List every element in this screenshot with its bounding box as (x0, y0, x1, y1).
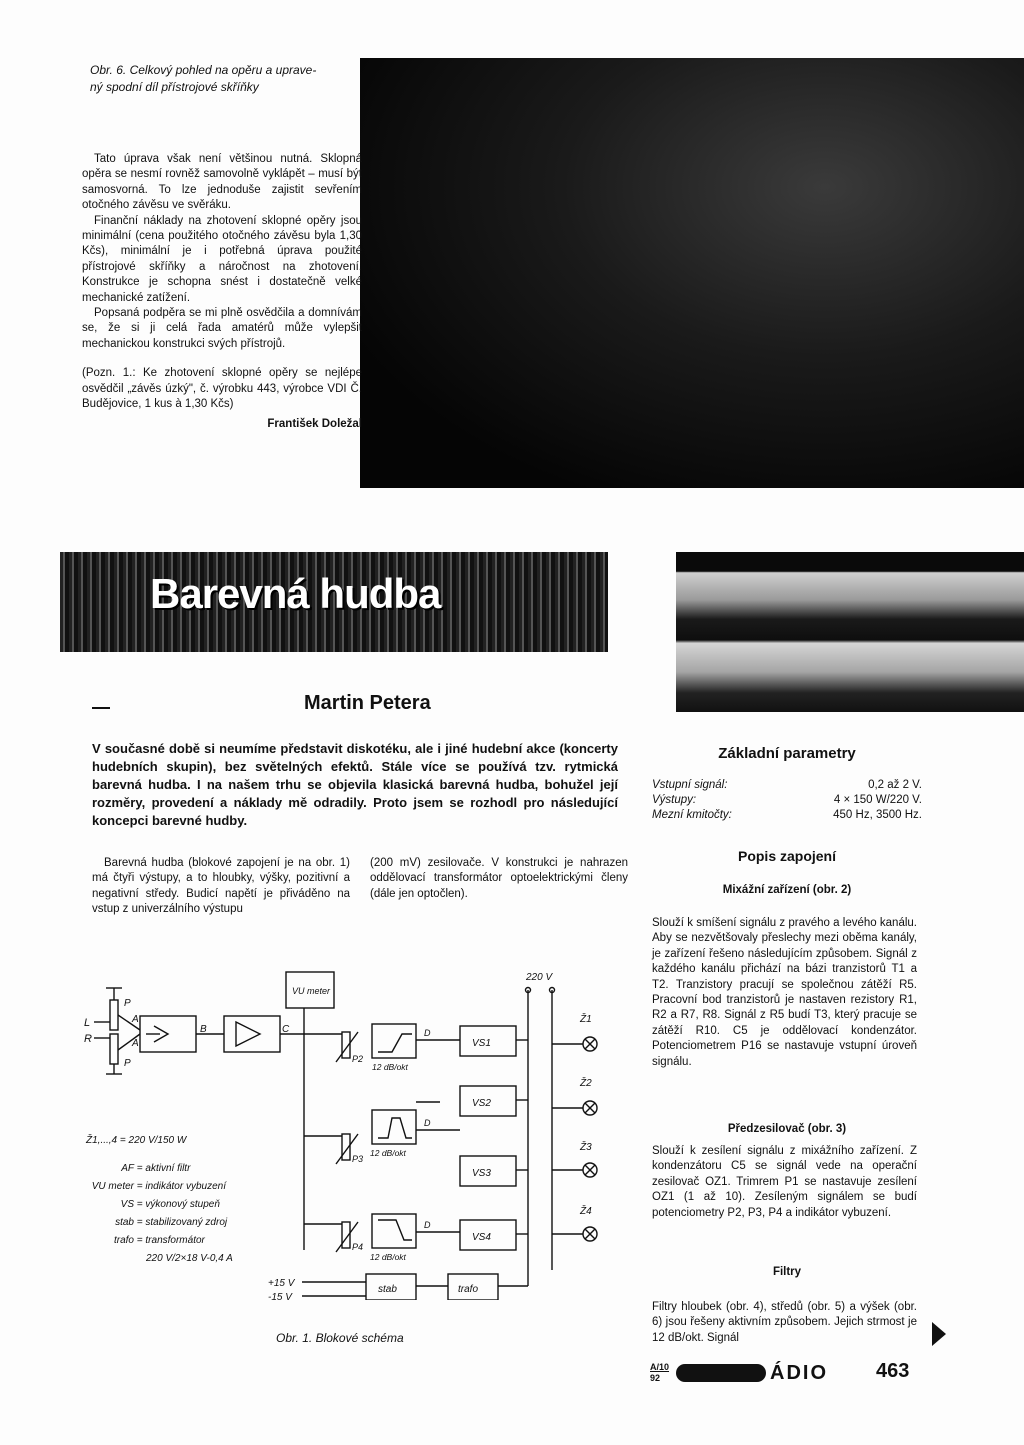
param-row (652, 778, 922, 793)
photo-caption (90, 62, 370, 96)
minus15-label: -15 V (268, 1292, 292, 1300)
body-column-2 (370, 856, 628, 902)
lamp-4-label: Ž4 (580, 1206, 592, 1217)
section-heading-filters: Filtry (772, 1266, 802, 1278)
node-B: B (200, 1024, 207, 1035)
param-row (652, 808, 922, 823)
section-heading-mix: Mixážní zařízení (obr. 2) (722, 884, 852, 896)
slope-label-2: 12 dB/okt (370, 1148, 406, 1158)
params-heading: Základní parametry (718, 745, 856, 762)
legend-row: VS = výkonový stupeň (120, 1199, 220, 1210)
pot-lower-icon (110, 1034, 118, 1064)
mains-label: 220 V (526, 972, 553, 983)
issue-year: 92 (650, 1373, 661, 1383)
section-text-filters: Filtry hloubek (obr. 4), středů (obr. 5) a výšek (obr. 6) jsou řešeny aktivním způsobem. Jejich strmost je 12 dB/okt. Signál (652, 1301, 917, 1344)
body-column-1 (92, 856, 350, 918)
node-L: L (84, 1017, 91, 1029)
caption-line-2: ný spodní díl přístrojové skříňky (90, 80, 259, 94)
footer-issue (650, 1362, 669, 1384)
lamp-3-icon (583, 1163, 597, 1177)
diagram-legend (86, 1132, 286, 1268)
legend-row: 220 V/2×18 V-0,4 A (146, 1253, 233, 1264)
magazine-name: ÁDIO (770, 1362, 828, 1384)
lamp-3-label: Ž3 (580, 1142, 592, 1153)
legend-row: trafo = transformátor (113, 1235, 205, 1246)
section-text-mix: Slouží k smíšení signálu z pravého a levého kanálu. Aby se nezvětšovaly přeslechy mezi oběma kanály, je zařízení řešeno následujícím způsobem. Signál z každého kanálu přichází na bázi tranzistorů T1 a T2. Tranzistory pracují se společnou zátěží R5. Pracovní bod tranzistorů je nastaven rezistory R1, R2 a R7, R8. Signál z R5 budí T3, který pracuje se zátěží R10. C5 je oddělovací kondenzátor. Potenciometrem P16 se nastavuje vstupní úroveň signálu. (652, 917, 917, 1068)
magazine-logo (676, 1364, 766, 1382)
param-key: Mezní kmitočty: (652, 809, 732, 821)
vu-meter-label: VU meter (292, 986, 331, 996)
page-number: 463 (876, 1360, 910, 1382)
continue-arrow-icon (932, 1322, 946, 1346)
node-D-3: D (424, 1220, 431, 1230)
paragraph: Barevná hudba (blokové zapojení je na obr. 1) má čtyři výstupy, a to hloubky, výšky, pozitivní a negativní středy. Budicí napětí je přiváděno na vstup z univerzálního výstupu (92, 857, 350, 916)
lead-paragraph: V současné době si neumíme představit diskotéku, ale i jiné hudební akce (koncerty hudebních skupin), bez světelných efektů. Stále více se používá tzv. rytmická barevná hudba. I na našem trhu se objevila klasická barevná hudba, bohužel její rozměry, provedení a náklady mě odradily. Proto jsem se rozhodl pro následující koncepci barevné hudby. (92, 741, 618, 828)
paragraph: Popsaná podpěra se mi plně osvědčila a domnívám se, že si ji celá řada amatérů může vylepšit mechanickou konstrukci svých přístrojů. (82, 307, 362, 350)
legend-row: stab = stabilizovaný zdroj (115, 1217, 228, 1228)
issue-number: A/10 (650, 1362, 670, 1372)
section-heading-preamp: Předzesilovač (obr. 3) (727, 1123, 847, 1135)
slope-label-3: 12 dB/okt (370, 1252, 406, 1262)
legend-row: AF = aktivní filtr (121, 1163, 191, 1174)
photo-folding-stand (360, 58, 1024, 488)
params-table (652, 778, 922, 823)
pot-P3-label: P3 (352, 1154, 364, 1164)
node-P-lower: P (124, 1058, 131, 1069)
author-petera: Martin Petera (304, 692, 431, 714)
param-row (652, 793, 922, 808)
diagram-caption: Obr. 1. Blokové schéma (276, 1331, 404, 1345)
pot-P4-label: P4 (352, 1242, 364, 1252)
param-value: 0,2 až 2 V. (868, 779, 922, 791)
node-P-upper: P (124, 998, 131, 1009)
lamp-4-icon (583, 1227, 597, 1241)
slope-label-1: 12 dB/okt (372, 1062, 408, 1072)
caption-line-1: Obr. 6. Celkový pohled na opěru a uprave- (90, 63, 317, 77)
article-1-column (82, 152, 362, 432)
preamp-block (224, 1016, 280, 1052)
plus15-label: +15 V (268, 1278, 295, 1289)
section-text-preamp: Slouží k zesílení signálu z mixážního zařízení. Z kondenzátoru C5 se signál vede na operační zesilovač OZ1. Trimrem P1 se nastavuje zesílení OZ1 (1 až 10). Zesíleným signálem se budí potenciometry P2, P3, P4 a indikátor vybuzení. (652, 1145, 917, 1219)
pot-upper-icon (110, 1000, 118, 1030)
legend-row: VU meter = indikátor vybuzení (91, 1181, 226, 1192)
node-A-lower: A (132, 1038, 139, 1049)
node-C: C (282, 1024, 290, 1035)
title-banner (60, 552, 608, 652)
dash-line (92, 707, 110, 709)
paragraph: Tato úprava však není většinou nutná. Sklopná opěra se nesmí rovněž samovolně vyklápět – musí být samosvorná. To lze jednoduše zajistit sevřením otočného závěsu ve svěráku. (82, 153, 362, 212)
popis-heading: Popis zapojení (737, 848, 836, 864)
legend-row: Ž1,...,4 = 220 V/150 W (86, 1135, 187, 1146)
filter-mid-block (372, 1110, 416, 1144)
vs3-label: VS3 (472, 1168, 491, 1179)
paragraph: (200 mV) zesilovače. V konstrukci je nahrazen oddělovací transformátor optoelektrickými členy (dále jen optočlen). (370, 857, 628, 900)
stab-label: stab (378, 1284, 397, 1295)
vs1-label: VS1 (472, 1038, 491, 1049)
vs4-label: VS4 (472, 1232, 491, 1243)
vs2-label: VS2 (472, 1098, 491, 1109)
param-key: Výstupy: (652, 794, 697, 806)
node-D-2: D (424, 1118, 431, 1128)
lamp-2-label: Ž2 (580, 1078, 592, 1089)
filter-high-block (372, 1214, 416, 1248)
author-doležal: František Doležal (267, 417, 362, 430)
lamp-1-label: Ž1 (580, 1014, 592, 1025)
article-title: Barevná hudba (150, 570, 441, 617)
lamp-1-icon (583, 1037, 597, 1051)
param-value: 4 × 150 W/220 V. (833, 794, 922, 806)
filter-low-block (372, 1024, 416, 1058)
lamp-2-icon (583, 1101, 597, 1115)
node-R: R (84, 1033, 92, 1045)
pot-P2-label: P2 (352, 1054, 364, 1064)
node-A-upper: A (132, 1014, 139, 1025)
note: (Pozn. 1.: Ke zhotovení sklopné opěry se nejlépe osvědčil „závěs úzký", č. výrobku 443, výrobce VDI Č. Budějovice, 1 kus à 1,30 Kčs) (82, 367, 362, 411)
node-D-1: D (424, 1028, 431, 1038)
param-key: Vstupní signál: (652, 779, 728, 791)
paragraph: Finanční náklady na zhotovení sklopné opěry jsou minimální (cena použitého otočného závěsu byla 1,30 Kčs), minimální je i potřebná úprava použité přístrojové skříňky a náročnost na zhotovení. Konstrukce je schopna snést i dostatečně velké mechanické zatížení. (82, 214, 362, 304)
photo-amplifier (676, 552, 1024, 712)
param-value: 450 Hz, 3500 Hz. (833, 809, 922, 821)
trafo-label: trafo (458, 1284, 479, 1295)
